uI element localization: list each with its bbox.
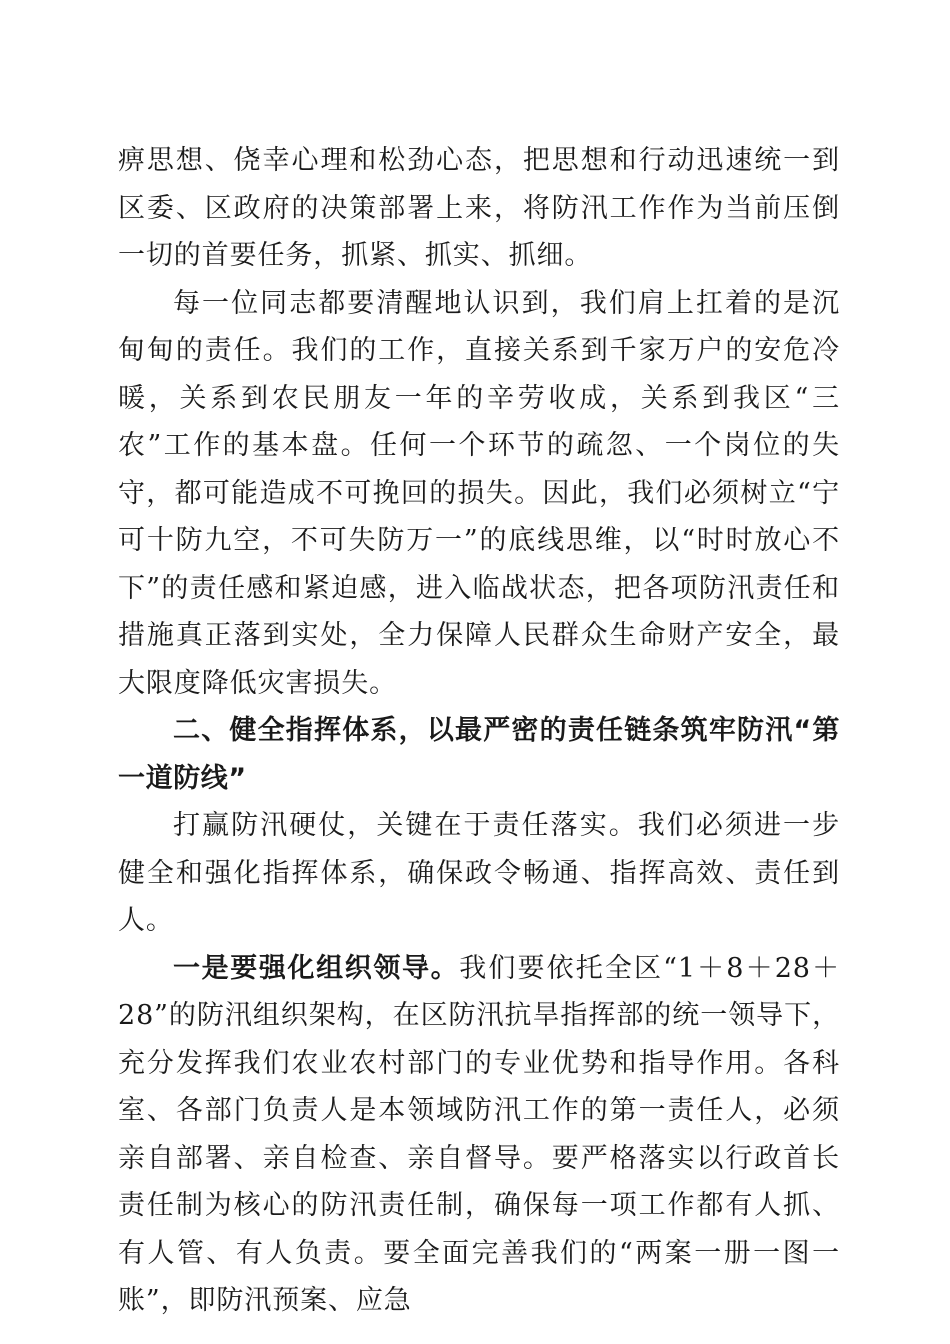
paragraph-lead: 一是要强化组织领导。 bbox=[173, 952, 460, 984]
paragraph-organization bbox=[118, 945, 840, 1325]
document-page bbox=[118, 137, 840, 1325]
paragraph-continued: 痹思想、侥幸心理和松劲心态，把思想和行动迅速统一到区委、区政府的决策部署上来，将防汛工作作为当前压倒一切的首要任务，抓紧、抓实、抓细。 bbox=[118, 145, 840, 271]
paragraph-command-system: 打赢防汛硬仗，关键在于责任落实。我们必须进一步健全和强化指挥体系，确保政令畅通、指挥高效、责任到人。 bbox=[118, 810, 840, 936]
paragraph-body: 我们要依托全区“1＋8＋28＋28”的防汛组织架构，在区防汛抗旱指挥部的统一领导下，充分发挥我们农业农村部门的专业优势和指导作用。各科室、各部门负责人是本领域防汛工作的第一责任人，必须亲自部署、亲自检查、亲自督导。要严格落实以行政首长责任制为核心的防汛责任制，确保每一项工作都有人抓、有人管、有人负责。要全面完善我们的“两案一册一图一账”，即防汛预案、应急 bbox=[118, 952, 840, 1316]
paragraph-responsibility: 每一位同志都要清醒地认识到，我们肩上扛着的是沉甸甸的责任。我们的工作，直接关系到千家万户的安危冷暖，关系到农民朋友一年的辛劳收成，关系到我区“三农”工作的基本盘。任何一个环节的疏忽、一个岗位的失守，都可能造成不可挽回的损失。因此，我们必须树立“宁可十防九空，不可失防万一”的底线思维，以“时时放心不下”的责任感和紧迫感，进入临战状态，把各项防汛责任和措施真正落到实处，全力保障人民群众生命财产安全，最大限度降低灾害损失。 bbox=[118, 287, 840, 699]
section-heading-2: 二、健全指挥体系，以最严密的责任链条筑牢防汛“第一道防线” bbox=[118, 715, 840, 794]
